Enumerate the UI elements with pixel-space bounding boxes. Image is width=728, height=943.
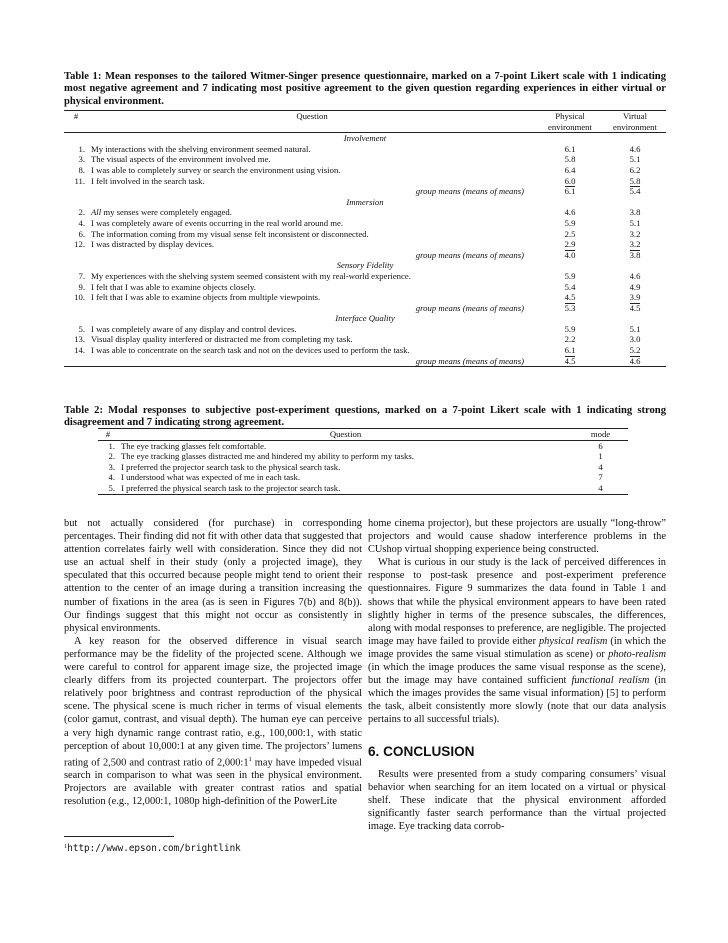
group-mean-virtual: 5.4 [629, 186, 641, 197]
row-number: 10. [74, 292, 85, 303]
physical-value: 4.6 [564, 207, 576, 218]
header-question: Question [88, 111, 536, 122]
row-number: 5. [78, 323, 85, 334]
left-column [64, 517, 362, 809]
row-question: I was able to completely survey or search the environment using vision. [91, 164, 341, 175]
section-title: Involvement [343, 133, 387, 144]
left-paragraph-1: but not actually considered (for purchase) in corresponding percentages. Their finding did not fit with other data that suggested that attention correlates fairly well with consideration. Since they did not use an actual shelf in their study (only a projected image), they speculated that this occurred because people might tend to orient their attention to the center of an image during a transition increasing the number of fixations in the area (as is seen in Figures 7(b) and 8(b)). Our findings suggest that this might not occur as consistently in physical environments. [64, 518, 362, 634]
header-spacer [64, 122, 88, 133]
row-number: 5. [98, 483, 118, 494]
row-number: 11. [74, 175, 85, 186]
table-row [64, 345, 666, 356]
row-question: I preferred the physical search task to the projector search task. [118, 483, 573, 494]
virtual-value: 5.1 [629, 323, 641, 334]
physical-value: 5.9 [564, 270, 576, 281]
header-physical-sub: environment [536, 122, 604, 133]
table-row [64, 165, 666, 176]
physical-value: 6.0 [564, 175, 576, 186]
row-number: 8. [78, 164, 85, 175]
row-number: 3. [108, 461, 115, 472]
table-row [64, 154, 666, 165]
group-mean-virtual: 4.5 [629, 302, 641, 313]
group-mean-physical: 4.0 [564, 249, 576, 260]
row-number: 13. [74, 334, 85, 345]
row-number: 2. [78, 207, 85, 218]
group-mean-physical: 4.5 [536, 356, 604, 367]
row-number: 1. [78, 143, 85, 154]
row-question: My interactions with the shelving environment seemed natural. [91, 143, 311, 154]
table-row [64, 218, 666, 229]
row-question: Visual display quality interfered or distracted me from completing my task. [91, 334, 353, 345]
header-virtual-sub: environment [604, 122, 666, 133]
section-heading-conclusion: 6. CONCLUSION [368, 743, 475, 759]
row-question: I felt that I was able to examine objects from multiple viewpoints. [91, 292, 321, 303]
group-spacer [64, 186, 88, 197]
virtual-value: 4.6 [629, 143, 641, 154]
physical-value: 2.9 [564, 239, 576, 250]
header-virtual: Virtual [604, 111, 666, 122]
physical-value: 2.2 [564, 334, 576, 345]
row-question: The visual aspects of the environment involved me. [91, 154, 271, 165]
table-row [64, 239, 666, 250]
virtual-value: 3.9 [629, 292, 641, 303]
group-mean-virtual: 4.6 [604, 356, 666, 367]
physical-value: 5.9 [564, 323, 576, 334]
table-row [64, 229, 666, 240]
row-number: 6. [78, 228, 85, 239]
table-row [98, 440, 628, 451]
group-spacer [64, 250, 88, 261]
physical-value: 6.1 [564, 143, 576, 154]
section-title: Interface Quality [335, 313, 395, 324]
row-number: 4. [78, 217, 85, 228]
virtual-value: 3.2 [629, 228, 641, 239]
virtual-value: 4.6 [629, 270, 641, 281]
header-spacer [88, 122, 536, 133]
virtual-value: 5.2 [629, 345, 641, 356]
table2 [98, 428, 628, 495]
table-row [64, 271, 666, 282]
row-number: 14. [74, 345, 85, 356]
table-row [64, 207, 666, 218]
footnote-rule [64, 836, 174, 837]
virtual-value: 5.8 [629, 175, 641, 186]
right-paragraph-2: What is curious in our study is the lack of perceived differences in response to post-task presence and post-experiment preference questionnaires. Figure 9 summarizes the data found in Table 1 and shows that while the physical environment appears to have been rated slightly higher in terms of the presence subscales, the differences, along with modal responses to preference, are negligible. The projected image may have failed to provide either physical realism (in which the image provides the same visual stimulation as scene) or photo-realism (in which the image produces the same visual response as the scene), but the image may have contained sufficient functional realism (in which the images provides the same visual information) [5] to perform the task, albeit consistently more slowly (note that our data analysis pertains to all successful trials). [368, 557, 666, 726]
header-num: # [98, 429, 118, 441]
table-row [64, 176, 666, 187]
row-question: I understood what was expected of me in each task. [121, 472, 300, 483]
header-num: # [64, 111, 88, 122]
group-mean-physical: 5.3 [564, 302, 576, 313]
virtual-value: 5.1 [629, 154, 641, 165]
physical-value: 4.5 [564, 292, 576, 303]
table-row [98, 472, 628, 483]
table-row [64, 334, 666, 345]
table1-caption: Table 1: Mean responses to the tailored Witmer-Singer presence questionnaire, marked on a 7-point Likert scale with 1 indicating most negative agreement and 7 indicating most positive agreement to the given question regarding experiences in either virtual or physical environment. [64, 71, 666, 107]
physical-value: 5.4 [564, 281, 576, 292]
virtual-value: 5.1 [629, 217, 641, 228]
row-question: I was completely aware of any display and control devices. [91, 323, 297, 334]
row-question: I was able to concentrate on the search task and not on the devices used to perform the task. [91, 345, 410, 356]
header-physical: Physical [536, 111, 604, 122]
group-means-label: group means (means of means) [415, 302, 524, 313]
row-question: All my senses were completely engaged. [91, 207, 232, 218]
row-number: 2. [108, 451, 115, 462]
group-spacer [64, 356, 88, 367]
group-spacer [64, 303, 88, 314]
row-question: I was distracted by display devices. [91, 239, 215, 250]
footnote-url: http://www.epson.com/brightlink [67, 843, 241, 854]
physical-value: 5.8 [564, 154, 576, 165]
row-number: 3. [78, 154, 85, 165]
group-means-label: group means (means of means) [88, 356, 536, 367]
section-title: Sensory Fidelity [336, 260, 394, 271]
mode-value: 1 [598, 451, 603, 462]
virtual-value: 3.8 [629, 207, 641, 218]
group-means-label: group means (means of means) [415, 186, 524, 197]
virtual-value: 3.0 [629, 334, 641, 345]
row-question: The eye tracking glasses felt comfortable. [121, 440, 267, 451]
footnote: $^1$http://www.epson.com/brightlink [64, 843, 241, 854]
mode-value: 6 [598, 440, 603, 451]
group-mean-virtual: 3.8 [629, 249, 641, 260]
section-title: Immersion [346, 196, 384, 207]
table2-caption: Table 2: Modal responses to subjective post-experiment questions, marked on a 7-point Likert scale with 1 indicating strong disagreement and 7 indicating strong agreement. [64, 405, 666, 429]
header-mode: mode [573, 429, 628, 441]
left-paragraph-2: A key reason for the observed difference in visual search performance may be the fidelity of the projected scene. Although we were careful to control for apparent image size, the projected image clearly differs from its projected counterpart. The projectors offer relatively poor brightness and contrast reproduction of the physical scene. The physical scene is much richer in terms of visual elements (color gamut, contrast, and visual depth). The human eye can perceive a very high dynamic range contrast ratio, e.g., 100,000:1, with static perception of about 10,000:1 at any given time. The projectors’ lumens rating of 2,500 and contrast ratio of $2,000:1^1$ may have impeded visual search in comparison to what was seen in the physical environment. Projectors are available with greater contrast ratios and spatial resolution (e.g., 12,000:1, 1080p high-definition of the PowerLite [64, 635, 362, 808]
table-row [98, 451, 628, 462]
row-number: 12. [74, 239, 85, 250]
row-question: The eye tracking glasses distracted me and hindered my ability to perform my tasks. [121, 451, 414, 462]
row-question: The information coming from my visual sense felt inconsistent or disconnected. [91, 228, 369, 239]
row-question: I felt that I was able to examine objects closely. [91, 281, 256, 292]
table-row [64, 292, 666, 303]
table-row [64, 324, 666, 335]
mode-value: 7 [598, 472, 603, 483]
table-row [64, 282, 666, 293]
virtual-value: 3.2 [629, 239, 641, 250]
group-mean-physical: 6.1 [564, 186, 576, 197]
right-paragraph-3: Results were presented from a study comparing consumers’ visual behavior when searching for an item located on a virtual or physical shelf. These indicate that the physical environment afforded significantly faster search performance than the virtual projected image. Eye tracking data corrob- [368, 768, 666, 832]
group-means-label: group means (means of means) [415, 249, 524, 260]
row-question: I was completely aware of events occurring in the real world around me. [91, 217, 344, 228]
physical-value: 2.5 [564, 228, 576, 239]
row-number: 1. [108, 440, 115, 451]
row-number: 4. [108, 472, 115, 483]
row-number: 7. [78, 270, 85, 281]
virtual-value: 4.9 [629, 281, 641, 292]
mode-value: 4 [598, 461, 603, 472]
row-question: My experiences with the shelving system seemed consistent with my real-world experience. [91, 270, 411, 281]
row-question: I felt involved in the search task. [91, 175, 205, 186]
row-number: 9. [78, 281, 85, 292]
right-paragraph-1: home cinema projector), but these projectors are usually “long-throw” projectors and would cause shadow interference problems in the CUshop virtual shopping experience being constructed. [368, 518, 666, 556]
row-question: I preferred the projector search task to the physical search task. [121, 461, 341, 472]
physical-value: 6.1 [564, 345, 576, 356]
physical-value: 5.9 [564, 217, 576, 228]
table-row [98, 462, 628, 473]
header-question: Question [118, 429, 573, 441]
mode-value: 4 [573, 483, 628, 494]
table1 [64, 110, 666, 367]
virtual-value: 6.2 [629, 164, 641, 175]
table-row [98, 483, 628, 494]
physical-value: 6.4 [564, 164, 576, 175]
right-column [368, 517, 666, 833]
table-row [64, 144, 666, 155]
